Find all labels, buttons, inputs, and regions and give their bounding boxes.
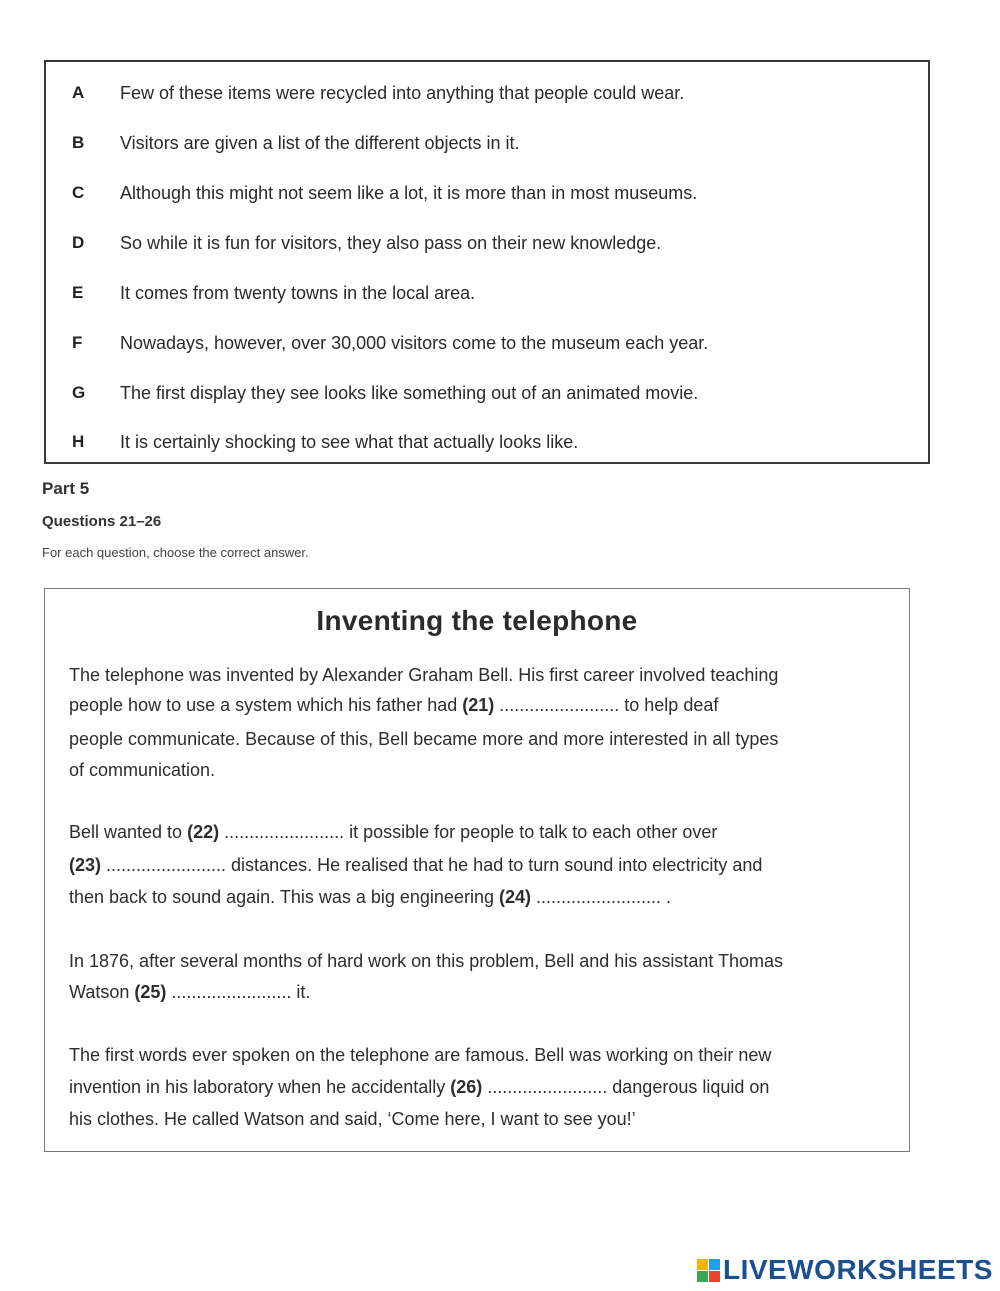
liveworksheets-logo[interactable] <box>697 1254 993 1286</box>
option-text: Few of these items were recycled into anything that people could wear. <box>120 82 685 103</box>
paragraph-4-line-1: The first words ever spoken on the telephone are famous. Bell was working on their new <box>69 1045 772 1065</box>
logo-square <box>697 1259 708 1270</box>
gap-23[interactable]: (23) <box>69 855 102 875</box>
option-text: Visitors are given a list of the different objects in it. <box>120 132 520 153</box>
line-text: invention in his laboratory when he accidentally <box>69 1077 451 1097</box>
option-letter: H <box>72 432 85 451</box>
reading-title: Inventing the telephone <box>316 605 638 636</box>
line-text: Bell wanted to <box>69 822 188 842</box>
paragraph-4-line-3: his clothes. He called Watson and said, ‘Come here, I want to see you!’ <box>69 1109 636 1129</box>
gap-24[interactable]: (24) <box>498 887 531 907</box>
option-text: So while it is fun for visitors, they also pass on their new knowledge. <box>120 232 662 253</box>
option-text: The first display they see looks like something out of an animated movie. <box>120 382 699 403</box>
line-text: ........................ distances. He realised that he had to turn sound into electricity and <box>101 855 763 875</box>
reading-text-box <box>44 588 910 1152</box>
logo-square <box>709 1259 720 1270</box>
line-text: ........................ it. <box>166 982 311 1002</box>
gap-25[interactable]: (25) <box>134 982 167 1002</box>
paragraph-1-line-4: of communication. <box>69 760 216 780</box>
questions-range: Questions 21–26 <box>42 513 162 530</box>
paragraph-1-line-2 <box>69 695 718 716</box>
line-text: ........................ to help deaf <box>494 695 719 715</box>
instruction-text: For each question, choose the correct answer. <box>42 545 309 560</box>
paragraph-3-line-1: In 1876, after several months of hard work on this problem, Bell and his assistant Thomas <box>69 951 784 971</box>
option-letter: D <box>72 233 85 252</box>
option-text: It is certainly shocking to see what that actually looks like. <box>120 431 579 452</box>
option-letter: E <box>72 283 84 302</box>
option-letter: B <box>72 133 85 152</box>
line-text: ......................... . <box>530 887 672 907</box>
paragraph-3-line-2 <box>69 982 310 1003</box>
option-letter: G <box>72 383 86 402</box>
paragraph-2-line-1 <box>69 822 717 843</box>
option-text: Nowadays, however, over 30,000 visitors come to the museum each year. <box>120 332 709 353</box>
paragraph-1-line-1: The telephone was invented by Alexander Graham Bell. His first career involved teaching <box>69 665 779 685</box>
line-text: ........................ it possible for people to talk to each other over <box>219 822 718 842</box>
sentence-options-box <box>44 60 930 464</box>
paragraph-1-line-3: people communicate. Because of this, Bell became more and more interested in all types <box>69 729 779 749</box>
line-text: people how to use a system which his father had <box>69 695 463 715</box>
option-text: Although this might not seem like a lot, it is more than in most museums. <box>120 182 698 203</box>
paragraph-2-line-2 <box>69 855 762 876</box>
option-letter: F <box>72 333 83 352</box>
logo-square <box>709 1271 720 1282</box>
logo-mark-icon <box>697 1259 720 1282</box>
option-letter: A <box>72 83 85 102</box>
line-text: then back to sound again. This was a big engineering <box>69 887 499 907</box>
option-text: It comes from twenty towns in the local area. <box>120 282 476 303</box>
gap-26[interactable]: (26) <box>450 1077 483 1097</box>
line-text: Watson <box>69 982 135 1002</box>
part-title: Part 5 <box>42 479 90 498</box>
paragraph-2-line-3 <box>69 887 671 908</box>
line-text: ........................ dangerous liquid on <box>482 1077 770 1097</box>
option-letter: C <box>72 183 85 202</box>
paragraph-4-line-2 <box>69 1077 769 1098</box>
logo-square <box>697 1271 708 1282</box>
gap-21[interactable]: (21) <box>462 695 495 715</box>
gap-22[interactable]: (22) <box>187 822 220 842</box>
logo-text: LIVEWORKSHEETS <box>723 1254 993 1285</box>
